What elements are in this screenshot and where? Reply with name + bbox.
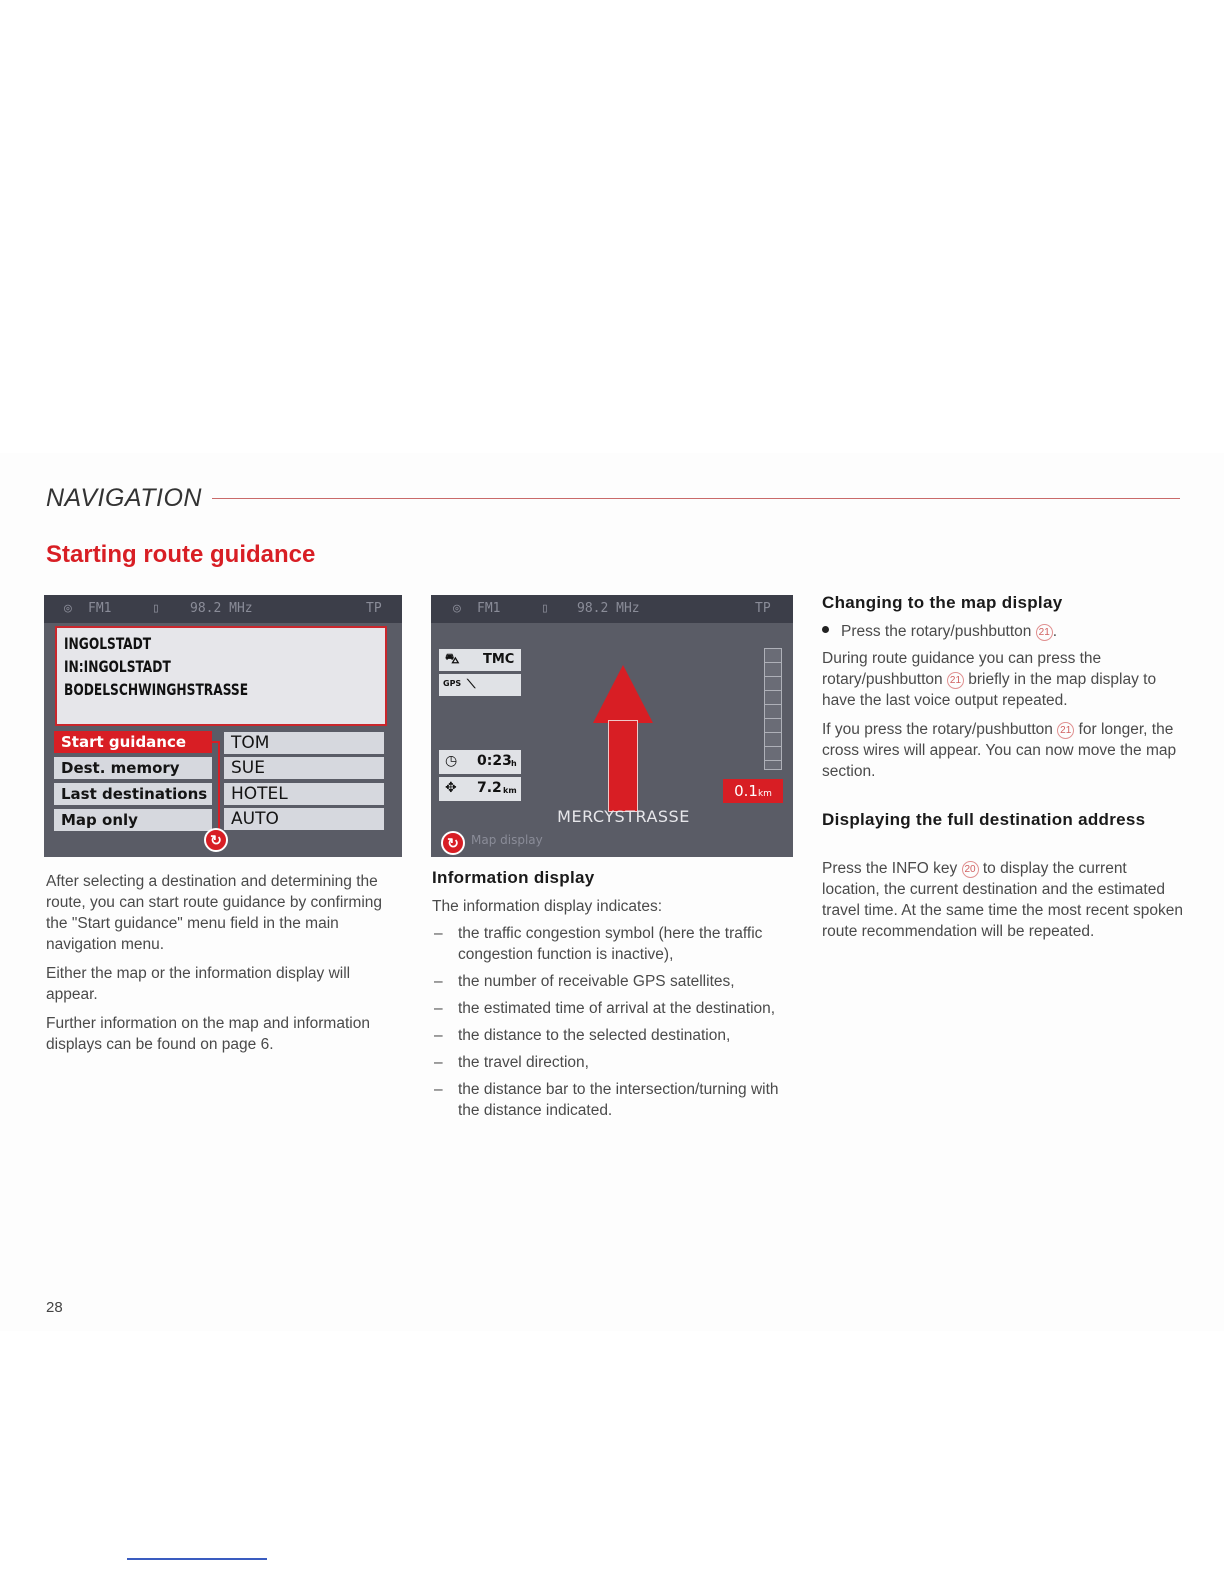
info-display-heading: Information display: [432, 868, 595, 887]
selection-connector-line: [218, 741, 220, 829]
menu-dest-memory[interactable]: Dest. memory: [54, 757, 212, 779]
page-number: 28: [46, 1299, 63, 1316]
arrival-time-panel: [439, 750, 521, 774]
column-middle: [432, 896, 794, 1127]
car-icon: ⛍: [445, 651, 460, 667]
tmc-label: TMC: [483, 652, 515, 667]
ref-20-icon: 20: [962, 861, 979, 878]
gps-label: GPS: [443, 679, 462, 688]
ref-21-icon: 21: [947, 672, 964, 689]
direction-arrow-shaft: [608, 720, 638, 812]
footer-rule: [127, 1558, 267, 1560]
paragraph: The information display indicates:: [432, 898, 663, 915]
memory-item-tom[interactable]: TOM: [224, 732, 384, 754]
radio-band: FM1: [88, 601, 112, 616]
radio-band: FM1: [477, 601, 501, 616]
radio-status-bar: [44, 595, 402, 623]
distance-panel: [439, 777, 521, 801]
map-display-heading: Changing to the map display: [822, 593, 1063, 612]
paragraph: Press the INFO key 20 to display the current location, the current destination and the estimated travel time. At the same time the most recent spoken route recommendation will be repeated.: [822, 860, 1183, 940]
gps-satellite-icon: ⟍: [467, 677, 476, 691]
rotary-knob-icon: ↻: [204, 828, 228, 852]
distance-bar: [764, 648, 782, 770]
arrival-time: 0:23: [477, 753, 512, 769]
tp-indicator: TP: [366, 601, 382, 616]
list-item: – the distance to the selected destination,: [432, 1025, 794, 1046]
list-item: – the distance bar to the intersection/turning with the distance indicated.: [432, 1079, 794, 1121]
menu-last-destinations[interactable]: Last destinations: [54, 783, 212, 805]
paragraph: After selecting a destination and determining the route, you can start route guidance by confirming the "Start guidance" menu field in the main navigation menu.: [46, 873, 383, 953]
direction-arrow-icon: [593, 665, 653, 723]
list-item: – the travel direction,: [432, 1052, 794, 1073]
ref-21-icon: 21: [1036, 624, 1053, 641]
section-heading: NAVIGATION: [46, 484, 202, 512]
radio-frequency: 98.2 MHz: [577, 601, 640, 616]
destination-address-box: [55, 626, 387, 726]
bullet-paragraph: Press the rotary/pushbutton 21 .: [822, 621, 1184, 642]
information-display-screen: [431, 595, 793, 857]
next-turn-distance: 0.1km: [723, 779, 783, 803]
tmc-panel: [439, 649, 521, 671]
section-rule: [212, 498, 1180, 499]
paragraph: If you press the rotary/pushbutton 21 for longer, the cross wires will appear. You can now move the map section.: [822, 721, 1177, 780]
paragraph: Further information on the map and information displays can be found on page 6.: [46, 1015, 370, 1053]
memory-item-hotel[interactable]: HOTEL: [224, 783, 384, 805]
rotary-knob-icon: ↻: [441, 831, 465, 855]
menu-start-guidance[interactable]: Start guidance: [54, 731, 212, 753]
column-left: [46, 871, 404, 1063]
bullet-icon: [822, 626, 829, 633]
info-list: [432, 923, 794, 1121]
cd-icon: ▯: [152, 601, 160, 616]
destination-flag-icon: ✥: [445, 780, 457, 796]
softkey-label: Map display: [471, 833, 543, 847]
radio-icon: ◎: [64, 601, 72, 616]
clock-icon: ◷: [445, 753, 458, 769]
full-address-heading: Displaying the full destination address: [822, 810, 1146, 829]
street-name: MERCYSTRASSE: [557, 807, 690, 826]
ref-21-icon: 21: [1057, 722, 1074, 739]
arrival-time-unit: h: [511, 759, 517, 768]
list-item: – the traffic congestion symbol (here the traffic congestion function is inactive),: [432, 923, 794, 965]
address-street: BODELSCHWINGHSTRASSE: [64, 680, 249, 699]
memory-item-sue[interactable]: SUE: [224, 757, 384, 779]
page-title: Starting route guidance: [46, 541, 316, 568]
address-city: INGOLSTADT: [64, 634, 152, 653]
distance-value: 7.2: [477, 780, 502, 796]
radio-frequency: 98.2 MHz: [190, 601, 253, 616]
gps-panel: [439, 674, 521, 696]
paragraph: Either the map or the information display will appear.: [46, 965, 351, 1003]
address-place: IN:INGOLSTADT: [64, 657, 171, 676]
cd-icon: ▯: [541, 601, 549, 616]
navigation-menu-screen: [44, 595, 402, 857]
column-right-top: [822, 621, 1184, 790]
list-item: – the number of receivable GPS satellites,: [432, 971, 794, 992]
distance-unit: km: [503, 786, 517, 795]
list-item: – the estimated time of arrival at the destination,: [432, 998, 794, 1019]
menu-map-only[interactable]: Map only: [54, 809, 212, 831]
paragraph: During route guidance you can press the rotary/pushbutton 21 briefly in the map display to have the last voice output repeated.: [822, 650, 1157, 709]
column-right-bottom: [822, 858, 1184, 950]
radio-status-bar: [431, 595, 793, 623]
radio-icon: ◎: [453, 601, 461, 616]
tp-indicator: TP: [755, 601, 771, 616]
memory-item-auto[interactable]: AUTO: [224, 808, 384, 830]
